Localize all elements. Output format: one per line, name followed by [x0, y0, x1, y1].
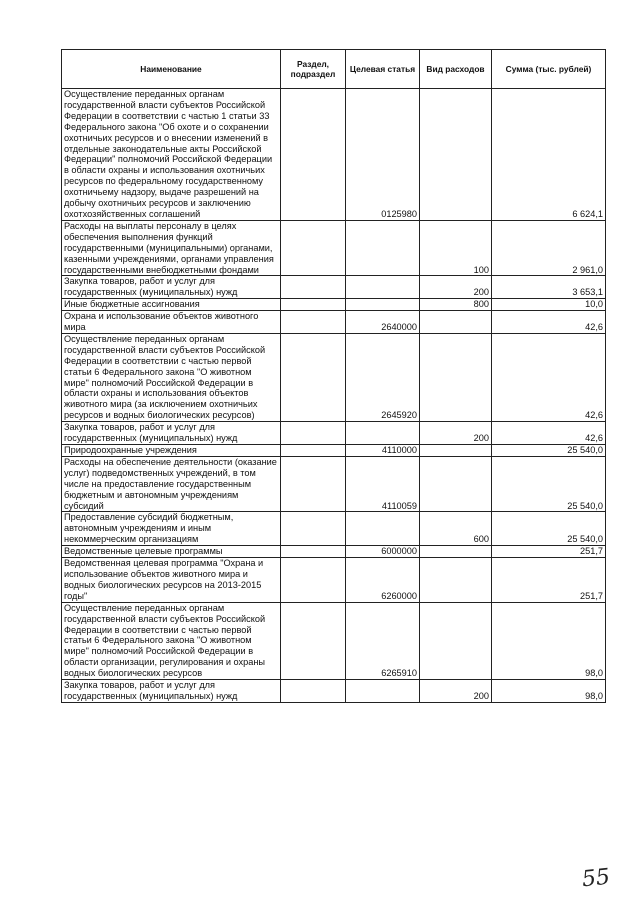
- row-sum: 98,0: [492, 602, 606, 679]
- table-row: [62, 680, 606, 703]
- header-section: Раздел, подраздел: [281, 50, 346, 89]
- row-target: 2640000: [346, 311, 420, 334]
- row-section: [281, 220, 346, 276]
- header-type: Вид расходов: [420, 50, 492, 89]
- row-type: 100: [420, 220, 492, 276]
- page-number: 55: [580, 864, 612, 893]
- row-name: Расходы на выплаты персоналу в целях обеспечения выполнения функций государственными (муниципальными) органами, казенными учреждениями, органами управления государственными внебюджетными фондами: [62, 220, 281, 276]
- row-target: [346, 422, 420, 445]
- table-row: [62, 311, 606, 334]
- row-name: Природоохранные учреждения: [62, 445, 281, 457]
- row-sum: 25 540,0: [492, 456, 606, 512]
- row-section: [281, 311, 346, 334]
- row-section: [281, 602, 346, 679]
- row-type: [420, 558, 492, 603]
- row-name: Предоставление субсидий бюджетным, автономным учреждениям и иным некоммерческим организациям: [62, 512, 281, 546]
- row-sum: 25 540,0: [492, 445, 606, 457]
- row-target: 0125980: [346, 89, 420, 221]
- row-section: [281, 299, 346, 311]
- row-target: [346, 299, 420, 311]
- table-header-row: [62, 50, 606, 89]
- table-row: [62, 602, 606, 679]
- row-sum: 251,7: [492, 558, 606, 603]
- table-row: [62, 422, 606, 445]
- row-name: Расходы на обеспечение деятельности (оказание услуг) подведомственных учреждений, в том числе на предоставление государственным бюджетным и автономным учреждениям субсидий: [62, 456, 281, 512]
- row-section: [281, 558, 346, 603]
- row-type: [420, 546, 492, 558]
- row-name: Осуществление переданных органам государственной власти субъектов Российской Федерации в соответствии с частью первой статьи 6 Федерального закона "О животном мире" полномочий Российской Федерации в области охраны и использования объектов животного мира (за исключением охотничьих ресурсов и водных биологических ресурсов): [62, 333, 281, 421]
- table-row: [62, 558, 606, 603]
- row-type: [420, 311, 492, 334]
- table-row: [62, 333, 606, 421]
- row-name: Закупка товаров, работ и услуг для государственных (муниципальных) нужд: [62, 422, 281, 445]
- row-target: [346, 220, 420, 276]
- header-target: Целевая статья: [346, 50, 420, 89]
- table-row: [62, 546, 606, 558]
- row-target: 2645920: [346, 333, 420, 421]
- row-section: [281, 276, 346, 299]
- row-type: [420, 456, 492, 512]
- budget-table: [61, 49, 606, 703]
- row-target: 6265910: [346, 602, 420, 679]
- row-name: Осуществление переданных органам государственной власти субъектов Российской Федерации в соответствии с частью первой статьи 6 Федерального закона "О животном мире" полномочий Российской Федерации в области организации, регулирования и охраны водных биологических ресурсов: [62, 602, 281, 679]
- row-target: 4110059: [346, 456, 420, 512]
- header-sum: Сумма (тыс. рублей): [492, 50, 606, 89]
- row-name: Осуществление переданных органам государственной власти субъектов Российской Федерации в соответствии с частью 1 статьи 33 Федерального закона "Об охоте и о сохранении охотничьих ресурсов и о внесении изменений в отдельные законодательные акты Российской Федерации" полномочий Российской Федерации в области охраны и использования охотничьих ресурсов по федеральному государственному охотничьему надзору, выдаче разрешений на добычу охотничьих ресурсов и заключению охотхозяйственных соглашений: [62, 89, 281, 221]
- row-section: [281, 333, 346, 421]
- row-type: 200: [420, 422, 492, 445]
- row-section: [281, 89, 346, 221]
- row-name: Закупка товаров, работ и услуг для государственных (муниципальных) нужд: [62, 680, 281, 703]
- row-sum: 42,6: [492, 422, 606, 445]
- row-name: Иные бюджетные ассигнования: [62, 299, 281, 311]
- row-name: Ведомственные целевые программы: [62, 546, 281, 558]
- row-sum: 10,0: [492, 299, 606, 311]
- row-target: [346, 276, 420, 299]
- row-type: 800: [420, 299, 492, 311]
- row-sum: 3 653,1: [492, 276, 606, 299]
- row-section: [281, 456, 346, 512]
- row-type: [420, 602, 492, 679]
- row-section: [281, 512, 346, 546]
- row-type: [420, 89, 492, 221]
- row-target: [346, 680, 420, 703]
- row-sum: 42,6: [492, 311, 606, 334]
- row-sum: 2 961,0: [492, 220, 606, 276]
- row-target: 4110000: [346, 445, 420, 457]
- row-type: 200: [420, 680, 492, 703]
- table-row: [62, 445, 606, 457]
- row-target: 6000000: [346, 546, 420, 558]
- row-section: [281, 445, 346, 457]
- header-name: Наименование: [62, 50, 281, 89]
- row-name: Ведомственная целевая программа "Охрана и использование объектов животного мира и водных биологических ресурсов на 2013-2015 годы": [62, 558, 281, 603]
- row-type: 200: [420, 276, 492, 299]
- row-type: [420, 445, 492, 457]
- row-section: [281, 546, 346, 558]
- row-target: 6260000: [346, 558, 420, 603]
- row-sum: 42,6: [492, 333, 606, 421]
- row-name: Закупка товаров, работ и услуг для государственных (муниципальных) нужд: [62, 276, 281, 299]
- row-type: 600: [420, 512, 492, 546]
- table-row: [62, 456, 606, 512]
- row-sum: 25 540,0: [492, 512, 606, 546]
- row-sum: 251,7: [492, 546, 606, 558]
- table-row: [62, 512, 606, 546]
- table-row: [62, 89, 606, 221]
- row-target: [346, 512, 420, 546]
- row-name: Охрана и использование объектов животного мира: [62, 311, 281, 334]
- row-type: [420, 333, 492, 421]
- row-sum: 98,0: [492, 680, 606, 703]
- row-section: [281, 680, 346, 703]
- row-section: [281, 422, 346, 445]
- table-row: [62, 276, 606, 299]
- table-row: [62, 299, 606, 311]
- row-sum: 6 624,1: [492, 89, 606, 221]
- table-row: [62, 220, 606, 276]
